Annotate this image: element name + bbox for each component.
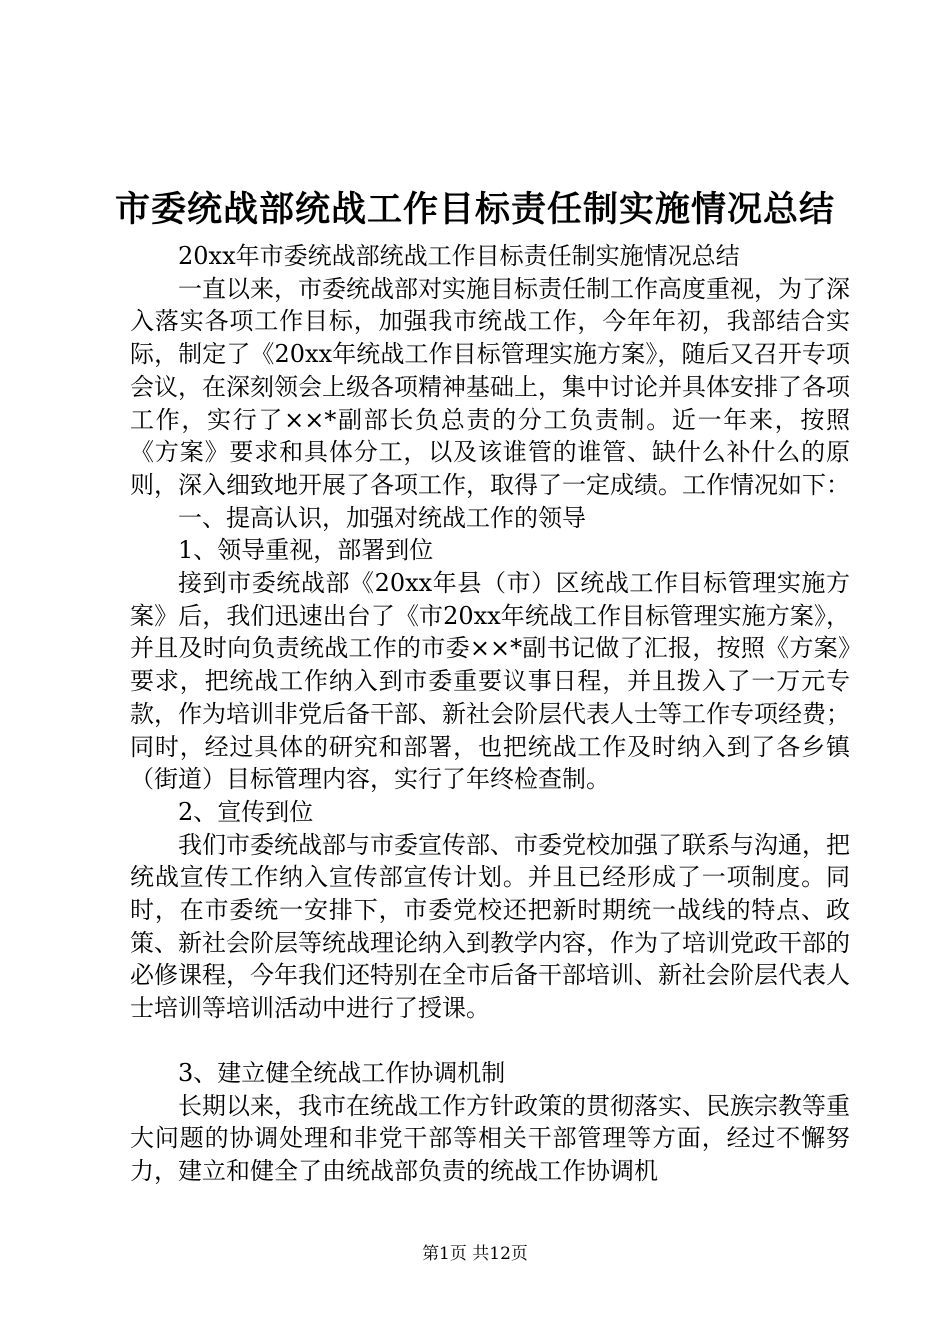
document-body [130,240,850,1188]
paragraph-publicity: 我们市委统战部与市委宣传部、市委党校加强了联系与沟通，把统战宣传工作纳入宣传部宣传计划。并且已经形成了一项制度。同时，在市委统一安排下，市委党校还把新时期统一战线的特点、政策、新社会阶层等统战理论纳入到教学内容，作为了培训党政干部的必修课程，今年我们还特别在全市后备干部培训、新社会阶层代表人士培训等培训活动中进行了授课。 [130,830,850,1023]
paragraph-leadership: 接到市委统战部《20xx年县（市）区统战工作目标管理实施方案》后，我们迅速出台了《市20xx年统战工作目标管理实施方案》，并且及时向负责统战工作的市委××*副书记做了汇报，按照《方案》要求，把统战工作纳入到市委重要议事日程，并且拨入了一万元专款，作为培训非党后备干部、新社会阶层代表人士等工作专项经费；同时，经过具体的研究和部署，也把统战工作及时纳入到了各乡镇（街道）目标管理内容，实行了年终检查制。 [130,569,850,794]
subsection-heading-2: 2、宣传到位 [178,797,314,826]
section-heading-1: 一、提高认识，加强对统战工作的领导 [178,503,586,532]
paragraph-coordination: 长期以来，我市在统战工作方针政策的贯彻落实、民族宗教等重大问题的协调处理和非党干部等相关干部管理等方面，经过不懈努力，建立和健全了由统战部负责的统战工作协调机 [130,1091,850,1185]
page-number-footer: 第1页 共12页 [422,1244,528,1264]
subsection-heading-1: 1、领导重视，部署到位 [178,536,434,565]
paragraph-subtitle: 20xx年市委统战部统战工作目标责任制实施情况总结 [178,242,740,270]
paragraph-intro: 一直以来，市委统战部对实施目标责任制工作高度重视，为了深入落实各项工作目标，加强我市统战工作，今年年初，我部结合实际，制定了《20xx年统战工作目标管理实施方案》，随后又召开专项会议，在深刻领会上级各项精神基础上，集中讨论并具体安排了各项工作，实行了××*副部长负总责的分工负责制。近一年来，按照《方案》要求和具体分工，以及该谁管的谁管、缺什么补什么的原则，深入细致地开展了各项工作，取得了一定成绩。工作情况如下： [130,274,850,499]
subsection-heading-3: 3、建立健全统战工作协调机制 [178,1058,506,1087]
document-title: 市委统战部统战工作目标责任制实施情况总结 [114,189,835,230]
